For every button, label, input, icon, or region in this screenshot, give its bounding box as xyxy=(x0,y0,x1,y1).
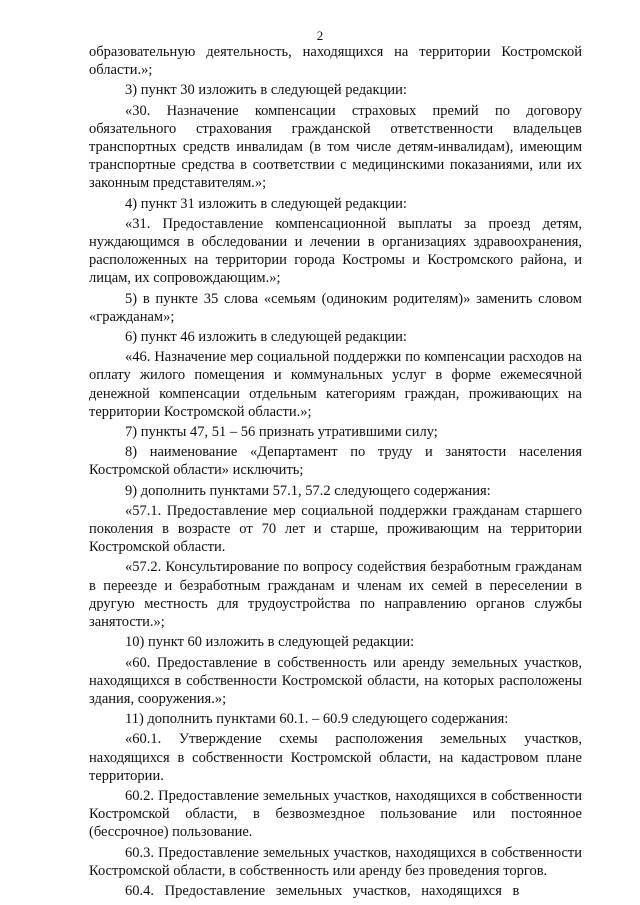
paragraph: 11) дополнить пунктами 60.1. – 60.9 следующего содержания: xyxy=(125,711,509,728)
paragraph: 9) дополнить пунктами 57.1, 57.2 следующего содержания: xyxy=(125,482,491,499)
paragraph: 4) пункт 31 изложить в следующей редакции: xyxy=(125,195,407,212)
paragraph: образовательную деятельность, находящихся на территории Костромской области.»; xyxy=(89,44,582,79)
paragraph: 60.3. Предоставление земельных участков, находящихся в собственности Костромской области, в собственность или аренду без проведения торгов. xyxy=(89,844,582,879)
paragraph: 10) пункт 60 изложить в следующей редакции: xyxy=(125,634,415,651)
paragraph: 3) пункт 30 изложить в следующей редакции: xyxy=(125,82,407,99)
paragraph: «60.1. Утверждение схемы расположения земельных участков, находящихся в собственности Костромской области, на кадастровом плане территории. xyxy=(89,731,582,784)
paragraph: 5) в пункте 35 слова «семьям (одиноким родителям)» заменить словом «гражданам»; xyxy=(89,290,582,325)
paragraph: «31. Предоставление компенсационной выплаты за проезд детям, нуждающимся в обследовании и лечении в организациях здравоохранения, расположенных на территории города Костромы и Костромского района, и лицам, их сопровождающим.»; xyxy=(89,215,582,287)
page-number: 2 xyxy=(316,28,324,43)
paragraph: «57.2. Консультирование по вопросу содействия безработным гражданам в переезде и безработным гражданам и членам их семей в переселении в другую местность для трудоустройства по направлению органов службы занятости.»; xyxy=(89,559,582,631)
paragraph: 6) пункт 46 изложить в следующей редакции: xyxy=(125,329,407,346)
paragraph: «57.1. Предоставление мер социальной поддержки гражданам старшего поколения в возрасте от 70 лет и старше, проживающим на территории Костромской области. xyxy=(89,502,582,556)
document-body xyxy=(89,43,582,902)
paragraph: 7) пункты 47, 51 – 56 признать утратившими силу; xyxy=(125,424,438,441)
paragraph: «30. Назначение компенсации страховых премий по договору обязательного страхования гражданской ответственности владельцев транспортных средств инвалидам (в том числе детям-инвалидам), имеющим транспортные средства в соответствии с медицинскими показаниями, или их законным представителям.»; xyxy=(89,102,582,192)
paragraph: «60. Предоставление в собственность или аренду земельных участков, находящихся в собственности Костромской области, на которых расположены здания, сооружения.»; xyxy=(89,654,582,707)
paragraph: 60.4. Предоставление земельных участков, находящихся в xyxy=(125,882,520,899)
paragraph: 60.2. Предоставление земельных участков, находящихся в собственности Костромской области, в безвозмездное пользование или постоянное (бессрочное) пользование. xyxy=(89,787,582,841)
paragraph: «46. Назначение мер социальной поддержки по компенсации расходов на оплату жилого помещения и коммунальных услуг в форме ежемесячной денежной компенсации отдельным категориям граждан, проживающих на территории Костромской области.»; xyxy=(89,349,582,420)
paragraph: 8) наименование «Департамент по труду и занятости населения Костромской области» исключить; xyxy=(89,444,582,479)
